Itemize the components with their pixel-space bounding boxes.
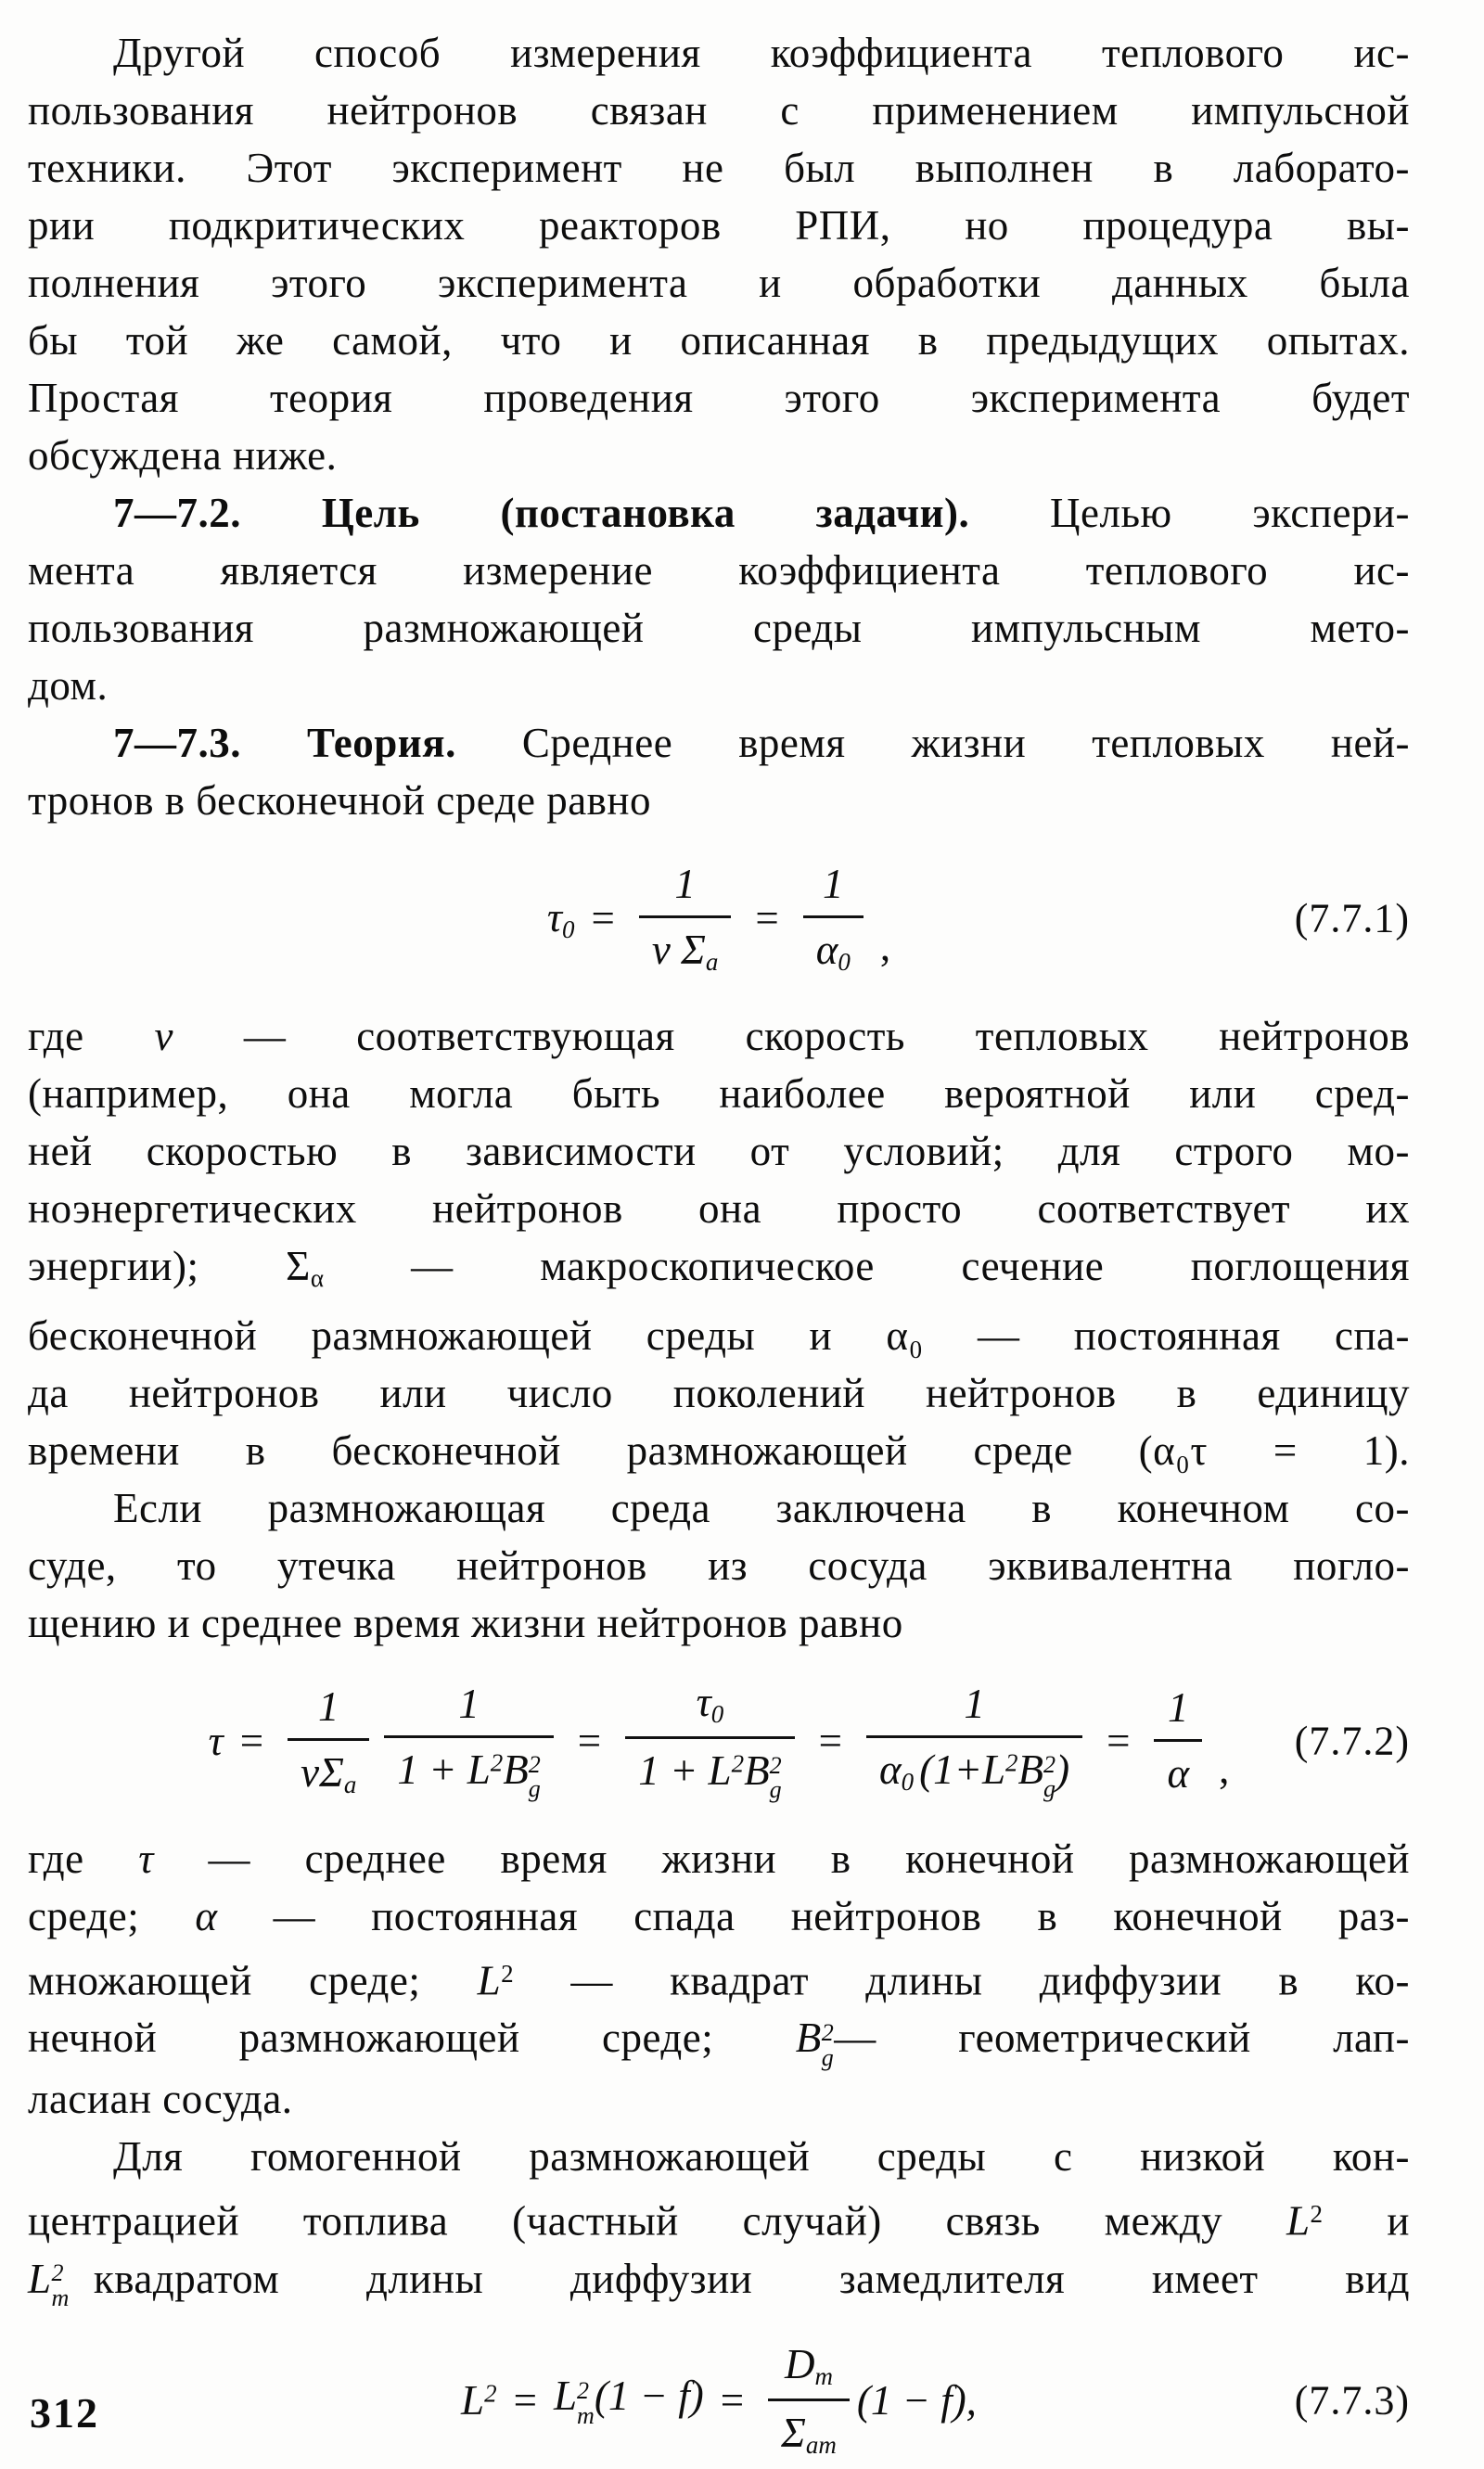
fraction-denominator [639,915,731,977]
math-superscript: 2 [51,2259,65,2287]
fraction [768,2340,850,2460]
text-run: центрацией топлива (частный случай) связь между [28,2197,1286,2245]
math-symbol: τ [696,1679,711,1726]
math-subscript: 0 [838,947,851,976]
fraction-denominator [288,1738,369,1799]
math-superscript: 2 [490,1748,504,1777]
paragraph-after-eq2 [28,1830,1410,2128]
text-run: где [28,1835,139,1882]
text-run: — соответствующая скорость тепловых нейтронов [173,1013,1410,1059]
text-line: Простая теория проведения этого эксперимента будет [28,375,1410,421]
math-superscript: 2 [1043,1750,1056,1778]
fraction [866,1680,1082,1802]
text-run: Среднее время жизни тепловых ней- [521,720,1411,766]
text-line [28,714,1410,772]
punctuation: , [1219,1745,1230,1792]
math-subscript: g [1043,1775,1056,1803]
math-symbol: L [461,2376,485,2424]
math-subscript: g [528,1775,541,1803]
math-subscript: a [705,947,719,976]
text-line [28,2250,1410,2311]
text-line: (например, она могла быть наиболее вероятной или сред- [28,1070,1410,1117]
equals-sign: = [1107,1717,1131,1764]
text-line: щению и среднее время жизни нейтронов равно [28,1599,903,1646]
text-run: — геометрический лап- [834,2015,1410,2062]
text-line: бесконечной размножающей среды и α₀ — постоянная спа- [28,1311,1410,1359]
section-heading: 7—7.3. Теория. [113,720,456,766]
math-superscript: 2 [1310,2200,1324,2229]
math-symbol: B [503,1746,529,1793]
text-line: дом. [28,662,109,709]
text-line [28,2185,1410,2250]
paragraph-section-7-7-3 [28,714,1410,829]
fraction [625,1678,794,1803]
text-run: среде; [28,1892,196,1939]
punctuation: , [879,923,891,969]
math-subscript: 0 [901,1767,915,1796]
paragraph-homogeneous-medium [28,2128,1410,2310]
math-symbol: τ [138,1835,154,1882]
math-symbol: L [1286,2197,1311,2245]
math-symbol: (1 − f) [594,2373,704,2420]
text-run: квадратом длины диффузии замедлителя имеет вид [93,2255,1410,2302]
text-line [28,1237,1410,1307]
equation-number-7-7-3: (7.7.3) [1294,2377,1410,2424]
text-line: техники. Этот эксперимент не был выполнен в лаборато- [28,145,1410,191]
math-superscript: 2 [769,1751,782,1779]
equals-sign: = [591,895,615,941]
fraction-numerator: 1 [1168,1684,1189,1732]
text-line [28,1830,1410,1887]
text-line: ноэнергетических нейтронов она просто соответствует их [28,1185,1410,1232]
math-superscript: 2 [821,2018,835,2046]
fraction [803,860,864,977]
math-superscript: 2 [1005,1748,1018,1777]
math-term [554,2372,704,2428]
text-run: — макроскопическое сечение поглощения [324,1243,1410,1289]
math-term: (1 − f), [856,2376,977,2424]
text-line [28,1945,1410,2010]
text-line: полнения этого эксперимента и обработки данных была [28,260,1410,306]
text-run: Целью экспери- [1050,490,1410,536]
equals-sign: = [513,2376,537,2424]
paragraph-intro [28,24,1410,484]
text-run: нечной размножающей среде; [28,2015,796,2062]
paragraph-finite-vessel [28,1479,1410,1652]
equals-sign: = [755,895,779,941]
fraction [1154,1683,1202,1797]
math-symbol: v [154,1013,173,1059]
equation-7-7-2 [28,1663,1410,1819]
text-line: пользования размножающей среды импульсным мето- [28,605,1410,651]
page-number: 312 [30,2389,99,2437]
math-subscript: m [577,2401,595,2429]
math-subscript: 0 [710,1700,724,1729]
fraction-numerator: 1 [823,861,844,908]
text-line: Если размножающая среда заключена в конечном со- [113,1484,1410,1531]
equals-sign: = [577,1717,602,1764]
math-superscript: 2 [484,2379,497,2408]
section-heading: 7—7.2. Цель (постановка задачи). [113,490,970,536]
math-symbol: ) [1055,1746,1070,1793]
math-lhs [547,893,575,944]
text-run: — квадрат длины диффузии в ко- [514,1957,1410,2004]
text-line: рии подкритических реакторов РПИ, но процедура вы- [28,202,1410,249]
math-symbol: L [477,1957,502,2004]
text-line: бы той же самой, что и описанная в предыдущих опытах. [28,317,1410,364]
fraction-denominator [803,915,864,977]
math-symbol: 1 + L [638,1747,732,1795]
text-run: энергии); [28,1243,287,1289]
math-symbol: α [195,1892,218,1939]
text-line: ласиан сосуда. [28,2076,293,2123]
stacked-scripts [821,2018,835,2071]
math-symbol: 1 + L [397,1746,491,1793]
text-line: Для гомогенной размножающей среды с низкой кон- [113,2133,1410,2181]
text-line [28,2009,1410,2070]
text-line: да нейтронов или число поколений нейтронов в единицу [28,1369,1410,1416]
math-subscript: g [821,2043,835,2071]
paragraph-after-eq1 [28,1007,1410,1479]
math-subscript: 0 [561,915,575,943]
math-superscript: 2 [501,1959,515,1988]
fraction-numerator: 1 [674,861,696,908]
fraction-denominator: α [1154,1739,1202,1797]
math-symbol: D [784,2341,815,2388]
fraction-denominator [625,1736,794,1803]
math-symbol: (1+L [919,1746,1006,1793]
fraction-denominator [768,2399,850,2460]
text-run: — постоянная спада нейтронов в конечной раз- [217,1892,1411,1939]
text-line: пользования нейтронов связан с применением импульсной [28,87,1410,134]
text-run: где [28,1013,155,1059]
stacked-scripts [52,2261,70,2310]
math-symbol: τ [546,893,562,940]
math-symbol: α [815,927,838,974]
fraction [384,1680,553,1802]
fraction [288,1682,369,1799]
math-symbol: B [744,1747,770,1795]
math-symbol: B [795,2015,822,2062]
text-line: мента является измерение коэффициента теплового ис- [28,547,1410,594]
math-superscript: 2 [528,1750,541,1778]
math-subscript: m [814,2362,833,2391]
equation-number-7-7-1: (7.7.1) [1294,895,1410,941]
fraction-numerator [768,2340,850,2399]
equation-number-7-7-2: (7.7.2) [1294,1718,1410,1764]
stacked-scripts [528,1750,541,1803]
math-symbol: Σ [781,2410,806,2457]
paragraph-section-7-7-2 [28,484,1410,714]
text-line: Другой способ измерения коэффициента теплового ис- [113,30,1410,76]
math-subscript: α [310,1263,325,1292]
fraction-denominator [866,1735,1082,1802]
fraction [639,860,731,977]
math-superscript: 2 [731,1749,745,1778]
math-subscript: a [343,1770,357,1798]
text-line [28,484,1410,542]
text-line: ней скоростью в зависимости от условий; для строго мо- [28,1128,1410,1174]
math-symbol: L [28,2255,52,2302]
fraction-denominator [384,1735,553,1802]
math-lhs: τ [208,1717,224,1764]
equals-sign: = [239,1717,264,1764]
text-run: множающей среде; [28,1957,478,2004]
text-run: — среднее время жизни в конечной размножающей [153,1835,1410,1882]
math-symbol: Σ [286,1243,311,1289]
math-lhs [461,2376,497,2424]
text-run: и [1323,2197,1410,2245]
math-subscript: g [769,1776,782,1804]
math-symbol: L [553,2373,577,2420]
text-line: обсуждена ниже. [28,432,338,479]
fraction-numerator: 1 [317,1682,339,1730]
math-subscript: m [51,2284,70,2312]
equals-sign: = [720,2376,745,2424]
text-line [28,1007,1410,1065]
stacked-scripts [1043,1750,1056,1803]
fraction-numerator [625,1678,794,1736]
text-line: тронов в бесконечной среде равно [28,777,651,824]
stacked-scripts [769,1751,782,1804]
equals-sign: = [818,1717,843,1764]
equation-7-7-3 [28,2322,1410,2469]
math-symbol: vΣ [301,1748,344,1796]
fraction-numerator: 1 [964,1680,985,1727]
text-line: времени в бесконечной размножающей среде (α₀τ = 1). [28,1426,1410,1474]
text-line: суде, то утечка нейтронов из сосуда эквивалентна погло- [28,1542,1410,1589]
math-superscript: 2 [577,2376,590,2404]
math-symbol: v Σ [651,927,706,974]
math-symbol: α [879,1746,902,1793]
math-symbol: B [1017,1746,1044,1793]
math-subscript: am [805,2430,837,2459]
fraction-numerator: 1 [458,1680,480,1727]
equation-7-7-1 [28,840,1410,996]
stacked-scripts [577,2376,595,2429]
text-line [28,1887,1410,1945]
